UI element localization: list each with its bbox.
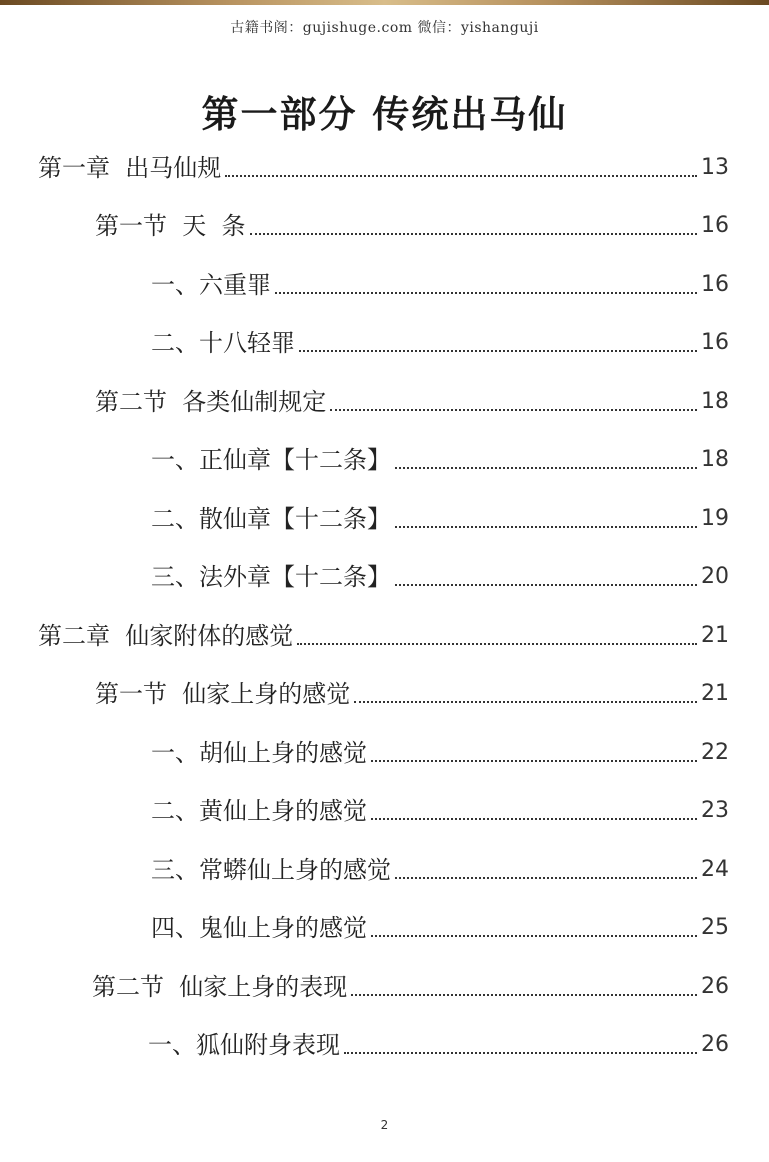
toc-entry-label: 一、六重罪 [151,271,271,299]
toc-entry-label: 第二节 各类仙制规定 [95,388,327,416]
toc-entry-label: 四、鬼仙上身的感觉 [151,914,367,942]
dot-leader [297,643,697,645]
toc-entry-page: 22 [701,740,729,765]
toc-entry-page: 23 [701,798,729,823]
toc-entry-label: 第一章 出马仙规 [38,154,222,182]
toc-entry-page: 26 [701,1032,729,1057]
toc-entry-subsection[interactable] [151,443,729,477]
toc-entry-label: 第一节 天 条 [95,212,246,240]
toc-entry-section[interactable] [95,677,729,711]
toc-entry-chapter-2[interactable] [38,619,729,653]
toc-entry-section[interactable] [95,209,729,243]
toc-entry-page: 16 [701,213,729,238]
part-title: 第一部分 传统出马仙 [201,92,568,136]
dot-leader [371,935,697,937]
toc-entry-page: 18 [701,447,729,472]
toc-entry-subsection[interactable] [151,736,729,770]
toc-entry-page: 21 [701,681,729,706]
toc-entry-subsection[interactable] [151,502,729,536]
toc-entry-page: 24 [701,857,729,882]
dot-leader [225,175,697,177]
page-header: 古籍书阁：gujishuge.com 微信：yishanguji [230,20,539,36]
dot-leader [299,350,697,352]
toc-entry-page: 26 [701,974,729,999]
toc-entry-chapter-1[interactable] [38,151,729,185]
dot-leader [344,1052,697,1054]
dot-leader [371,760,697,762]
dot-leader [395,526,697,528]
toc-entry-page: 16 [701,330,729,355]
dot-leader [395,467,697,469]
toc-entry-label: 第一节 仙家上身的感觉 [95,680,351,708]
toc-entry-label: 二、散仙章【十二条】 [151,505,391,533]
toc-entry-label: 三、常蟒仙上身的感觉 [151,856,391,884]
dot-leader [371,818,697,820]
dot-leader [354,701,697,703]
toc-entry-page: 25 [701,915,729,940]
toc-entry-page: 16 [701,272,729,297]
toc-entry-page: 19 [701,506,729,531]
toc-entry-page: 18 [701,389,729,414]
toc-entry-label: 第二节 仙家上身的表现 [92,973,348,1001]
toc-entry-subsection[interactable] [151,560,729,594]
toc-entry-page: 20 [701,564,729,589]
toc-entry-subsection[interactable] [151,326,729,360]
dot-leader [330,409,697,411]
toc-entry-subsection[interactable] [151,794,729,828]
toc-entry-label: 第二章 仙家附体的感觉 [38,622,294,650]
toc-entry-label: 一、正仙章【十二条】 [151,446,391,474]
toc-entry-section[interactable] [92,970,729,1004]
toc-entry-subsection[interactable] [151,853,729,887]
toc-entry-section[interactable] [95,385,729,419]
toc-entry-page: 13 [701,155,729,180]
toc-entry-page: 21 [701,623,729,648]
toc-entry-label: 一、狐仙附身表现 [148,1031,340,1059]
dot-leader [351,994,697,996]
dot-leader [250,233,697,235]
dot-leader [275,292,697,294]
toc-entry-subsection[interactable] [151,268,729,302]
toc-entry-subsection[interactable] [151,911,729,945]
dot-leader [395,584,697,586]
toc-entry-label: 二、黄仙上身的感觉 [151,797,367,825]
toc-entry-subsection[interactable] [148,1028,729,1062]
dot-leader [395,877,697,879]
toc-entry-label: 三、法外章【十二条】 [151,563,391,591]
toc-entry-label: 二、十八轻罪 [151,329,295,357]
toc-entry-label: 一、胡仙上身的感觉 [151,739,367,767]
page-number: 2 [380,1118,389,1132]
